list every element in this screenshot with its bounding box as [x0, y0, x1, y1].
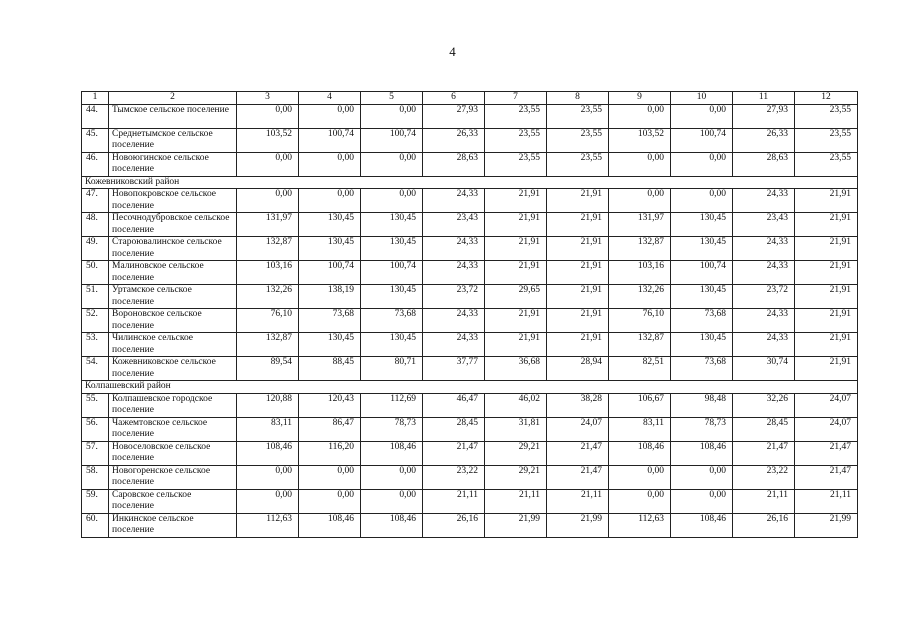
value-cell: 26,33 [423, 128, 485, 152]
value-cell: 23,55 [485, 152, 547, 176]
column-number-6: 6 [423, 92, 485, 105]
value-cell: 26,16 [733, 513, 795, 537]
row-number-cell: 45. [82, 128, 109, 152]
value-cell: 29,21 [485, 441, 547, 465]
value-cell: 130,45 [361, 285, 423, 309]
value-cell: 0,00 [237, 465, 299, 489]
column-number-3: 3 [237, 92, 299, 105]
value-cell: 0,00 [671, 152, 733, 176]
value-cell: 0,00 [299, 104, 361, 128]
district-heading-row [82, 176, 858, 189]
value-cell: 130,45 [299, 213, 361, 237]
value-cell: 29,65 [485, 285, 547, 309]
value-cell: 21,91 [795, 309, 858, 333]
table-row [82, 465, 858, 489]
column-number-2: 2 [109, 92, 237, 105]
value-cell: 23,55 [547, 128, 609, 152]
value-cell: 132,87 [237, 237, 299, 261]
tariff-table [81, 91, 858, 538]
value-cell: 21,91 [485, 237, 547, 261]
table-row [82, 128, 858, 152]
column-number-5: 5 [361, 92, 423, 105]
table-row [82, 152, 858, 176]
value-cell: 37,77 [423, 357, 485, 381]
value-cell: 23,55 [795, 152, 858, 176]
value-cell: 130,45 [361, 213, 423, 237]
row-number-cell: 49. [82, 237, 109, 261]
value-cell: 23,55 [795, 128, 858, 152]
value-cell: 73,68 [671, 309, 733, 333]
table-row [82, 237, 858, 261]
table-row [82, 489, 858, 513]
value-cell: 0,00 [299, 152, 361, 176]
value-cell: 21,99 [795, 513, 858, 537]
value-cell: 112,69 [361, 393, 423, 417]
value-cell: 0,00 [361, 489, 423, 513]
value-cell: 21,47 [547, 441, 609, 465]
column-number-9: 9 [609, 92, 671, 105]
value-cell: 0,00 [361, 104, 423, 128]
value-cell: 108,46 [671, 513, 733, 537]
value-cell: 76,10 [609, 309, 671, 333]
value-cell: 21,99 [547, 513, 609, 537]
value-cell: 0,00 [361, 465, 423, 489]
value-cell: 23,55 [547, 104, 609, 128]
table-row [82, 309, 858, 333]
value-cell: 0,00 [299, 189, 361, 213]
value-cell: 24,33 [423, 237, 485, 261]
value-cell: 103,16 [609, 261, 671, 285]
value-cell: 28,94 [547, 357, 609, 381]
value-cell: 130,45 [671, 213, 733, 237]
column-number-12: 12 [795, 92, 858, 105]
value-cell: 120,43 [299, 393, 361, 417]
value-cell: 21,91 [485, 309, 547, 333]
value-cell: 21,91 [485, 261, 547, 285]
value-cell: 21,91 [485, 213, 547, 237]
value-cell: 21,91 [795, 189, 858, 213]
settlement-name-cell: Кожевниковское сельское поселение [109, 357, 237, 381]
value-cell: 24,33 [733, 309, 795, 333]
value-cell: 21,99 [485, 513, 547, 537]
value-cell: 21,91 [485, 189, 547, 213]
value-cell: 0,00 [671, 465, 733, 489]
value-cell: 103,16 [237, 261, 299, 285]
value-cell: 23,55 [795, 104, 858, 128]
value-cell: 0,00 [609, 152, 671, 176]
value-cell: 103,52 [237, 128, 299, 152]
value-cell: 21,91 [485, 333, 547, 357]
value-cell: 21,91 [795, 357, 858, 381]
value-cell: 21,91 [547, 213, 609, 237]
settlement-name-cell: Тымское сельское поселение [109, 104, 237, 128]
value-cell: 24,33 [733, 237, 795, 261]
value-cell: 21,91 [795, 213, 858, 237]
row-number-cell: 44. [82, 104, 109, 128]
table-row [82, 213, 858, 237]
settlement-name-cell: Колпашевское городское поселение [109, 393, 237, 417]
value-cell: 21,47 [733, 441, 795, 465]
value-cell: 27,93 [733, 104, 795, 128]
value-cell: 0,00 [237, 189, 299, 213]
value-cell: 112,63 [609, 513, 671, 537]
value-cell: 132,87 [609, 333, 671, 357]
value-cell: 88,45 [299, 357, 361, 381]
value-cell: 24,33 [423, 333, 485, 357]
row-number-cell: 55. [82, 393, 109, 417]
value-cell: 0,00 [299, 489, 361, 513]
value-cell: 29,21 [485, 465, 547, 489]
value-cell: 23,72 [423, 285, 485, 309]
value-cell: 132,26 [609, 285, 671, 309]
value-cell: 23,43 [733, 213, 795, 237]
value-cell: 21,91 [547, 309, 609, 333]
value-cell: 130,45 [361, 237, 423, 261]
settlement-name-cell: Чажемтовское сельское поселение [109, 417, 237, 441]
value-cell: 73,68 [361, 309, 423, 333]
row-number-cell: 58. [82, 465, 109, 489]
value-cell: 21,91 [547, 285, 609, 309]
value-cell: 108,46 [609, 441, 671, 465]
value-cell: 21,91 [795, 261, 858, 285]
value-cell: 86,47 [299, 417, 361, 441]
value-cell: 23,22 [423, 465, 485, 489]
value-cell: 89,54 [237, 357, 299, 381]
value-cell: 23,72 [733, 285, 795, 309]
value-cell: 38,28 [547, 393, 609, 417]
table-row [82, 189, 858, 213]
value-cell: 28,45 [733, 417, 795, 441]
table-body [82, 92, 858, 538]
value-cell: 23,55 [547, 152, 609, 176]
value-cell: 78,73 [361, 417, 423, 441]
row-number-cell: 47. [82, 189, 109, 213]
value-cell: 24,33 [423, 309, 485, 333]
value-cell: 46,02 [485, 393, 547, 417]
value-cell: 0,00 [237, 104, 299, 128]
table-row [82, 513, 858, 537]
value-cell: 130,45 [671, 285, 733, 309]
value-cell: 21,91 [795, 285, 858, 309]
value-cell: 80,71 [361, 357, 423, 381]
value-cell: 21,47 [795, 441, 858, 465]
table-row [82, 393, 858, 417]
value-cell: 108,46 [671, 441, 733, 465]
row-number-cell: 60. [82, 513, 109, 537]
settlement-name-cell: Новогоренское сельское поселение [109, 465, 237, 489]
column-number-8: 8 [547, 92, 609, 105]
value-cell: 78,73 [671, 417, 733, 441]
settlement-name-cell: Малиновское сельское поселение [109, 261, 237, 285]
value-cell: 46,47 [423, 393, 485, 417]
value-cell: 130,45 [299, 333, 361, 357]
value-cell: 130,45 [299, 237, 361, 261]
value-cell: 108,46 [361, 513, 423, 537]
value-cell: 0,00 [671, 104, 733, 128]
table-row [82, 333, 858, 357]
row-number-cell: 51. [82, 285, 109, 309]
table-row [82, 104, 858, 128]
column-number-4: 4 [299, 92, 361, 105]
value-cell: 27,93 [423, 104, 485, 128]
value-cell: 73,68 [671, 357, 733, 381]
value-cell: 28,45 [423, 417, 485, 441]
value-cell: 32,26 [733, 393, 795, 417]
value-cell: 23,55 [485, 104, 547, 128]
value-cell: 21,11 [547, 489, 609, 513]
district-name: Кожевниковский район [82, 176, 858, 189]
value-cell: 98,48 [671, 393, 733, 417]
row-number-cell: 59. [82, 489, 109, 513]
value-cell: 0,00 [609, 189, 671, 213]
value-cell: 21,11 [795, 489, 858, 513]
table-row [82, 441, 858, 465]
value-cell: 73,68 [299, 309, 361, 333]
settlement-name-cell: Чилинское сельское поселение [109, 333, 237, 357]
value-cell: 28,63 [733, 152, 795, 176]
value-cell: 131,97 [609, 213, 671, 237]
value-cell: 108,46 [361, 441, 423, 465]
value-cell: 0,00 [237, 489, 299, 513]
settlement-name-cell: Среднетымское сельское поселение [109, 128, 237, 152]
settlement-name-cell: Саровское сельское поселение [109, 489, 237, 513]
table-header-row [82, 92, 858, 105]
value-cell: 24,07 [795, 393, 858, 417]
value-cell: 108,46 [299, 513, 361, 537]
row-number-cell: 54. [82, 357, 109, 381]
value-cell: 24,07 [795, 417, 858, 441]
table-row [82, 417, 858, 441]
value-cell: 21,11 [423, 489, 485, 513]
value-cell: 36,68 [485, 357, 547, 381]
value-cell: 132,87 [237, 333, 299, 357]
district-heading-row [82, 381, 858, 394]
table-row [82, 261, 858, 285]
value-cell: 24,33 [423, 189, 485, 213]
row-number-cell: 50. [82, 261, 109, 285]
value-cell: 23,55 [485, 128, 547, 152]
value-cell: 130,45 [671, 333, 733, 357]
row-number-cell: 56. [82, 417, 109, 441]
row-number-cell: 46. [82, 152, 109, 176]
value-cell: 23,43 [423, 213, 485, 237]
value-cell: 21,91 [547, 237, 609, 261]
value-cell: 132,87 [609, 237, 671, 261]
value-cell: 24,33 [423, 261, 485, 285]
value-cell: 24,33 [733, 261, 795, 285]
value-cell: 0,00 [671, 489, 733, 513]
value-cell: 0,00 [671, 189, 733, 213]
value-cell: 100,74 [299, 261, 361, 285]
value-cell: 103,52 [609, 128, 671, 152]
value-cell: 21,91 [547, 261, 609, 285]
value-cell: 83,11 [237, 417, 299, 441]
row-number-cell: 48. [82, 213, 109, 237]
value-cell: 26,33 [733, 128, 795, 152]
value-cell: 24,33 [733, 189, 795, 213]
value-cell: 21,11 [733, 489, 795, 513]
table-row [82, 357, 858, 381]
value-cell: 131,97 [237, 213, 299, 237]
column-number-7: 7 [485, 92, 547, 105]
value-cell: 130,45 [361, 333, 423, 357]
value-cell: 0,00 [299, 465, 361, 489]
row-number-cell: 57. [82, 441, 109, 465]
value-cell: 100,74 [299, 128, 361, 152]
settlement-name-cell: Уртамское сельское поселение [109, 285, 237, 309]
value-cell: 26,16 [423, 513, 485, 537]
value-cell: 100,74 [361, 261, 423, 285]
settlement-name-cell: Староювалинское сельское поселение [109, 237, 237, 261]
value-cell: 82,51 [609, 357, 671, 381]
value-cell: 138,19 [299, 285, 361, 309]
value-cell: 0,00 [609, 104, 671, 128]
value-cell: 100,74 [671, 261, 733, 285]
value-cell: 83,11 [609, 417, 671, 441]
value-cell: 21,47 [547, 465, 609, 489]
value-cell: 116,20 [299, 441, 361, 465]
value-cell: 106,67 [609, 393, 671, 417]
value-cell: 100,74 [671, 128, 733, 152]
column-number-10: 10 [671, 92, 733, 105]
value-cell: 0,00 [237, 152, 299, 176]
value-cell: 100,74 [361, 128, 423, 152]
value-cell: 132,26 [237, 285, 299, 309]
table-row [82, 285, 858, 309]
value-cell: 21,11 [485, 489, 547, 513]
settlement-name-cell: Вороновское сельское поселение [109, 309, 237, 333]
settlement-name-cell: Новопокровское сельское поселение [109, 189, 237, 213]
column-number-11: 11 [733, 92, 795, 105]
page-number: 4 [449, 44, 456, 59]
value-cell: 21,47 [795, 465, 858, 489]
value-cell: 112,63 [237, 513, 299, 537]
value-cell: 0,00 [361, 152, 423, 176]
value-cell: 0,00 [361, 189, 423, 213]
value-cell: 21,47 [423, 441, 485, 465]
value-cell: 28,63 [423, 152, 485, 176]
settlement-name-cell: Инкинское сельское поселение [109, 513, 237, 537]
value-cell: 24,07 [547, 417, 609, 441]
value-cell: 24,33 [733, 333, 795, 357]
value-cell: 0,00 [609, 489, 671, 513]
value-cell: 21,91 [547, 333, 609, 357]
value-cell: 0,00 [609, 465, 671, 489]
value-cell: 120,88 [237, 393, 299, 417]
column-number-1: 1 [82, 92, 109, 105]
value-cell: 21,91 [795, 237, 858, 261]
settlement-name-cell: Песочнодубровское сельское поселение [109, 213, 237, 237]
value-cell: 23,22 [733, 465, 795, 489]
district-name: Колпашевский район [82, 381, 858, 394]
row-number-cell: 53. [82, 333, 109, 357]
value-cell: 21,91 [795, 333, 858, 357]
settlement-name-cell: Новоюгинское сельское поселение [109, 152, 237, 176]
value-cell: 76,10 [237, 309, 299, 333]
value-cell: 31,81 [485, 417, 547, 441]
value-cell: 108,46 [237, 441, 299, 465]
value-cell: 21,91 [547, 189, 609, 213]
value-cell: 130,45 [671, 237, 733, 261]
value-cell: 30,74 [733, 357, 795, 381]
row-number-cell: 52. [82, 309, 109, 333]
settlement-name-cell: Новоселовское сельское поселение [109, 441, 237, 465]
